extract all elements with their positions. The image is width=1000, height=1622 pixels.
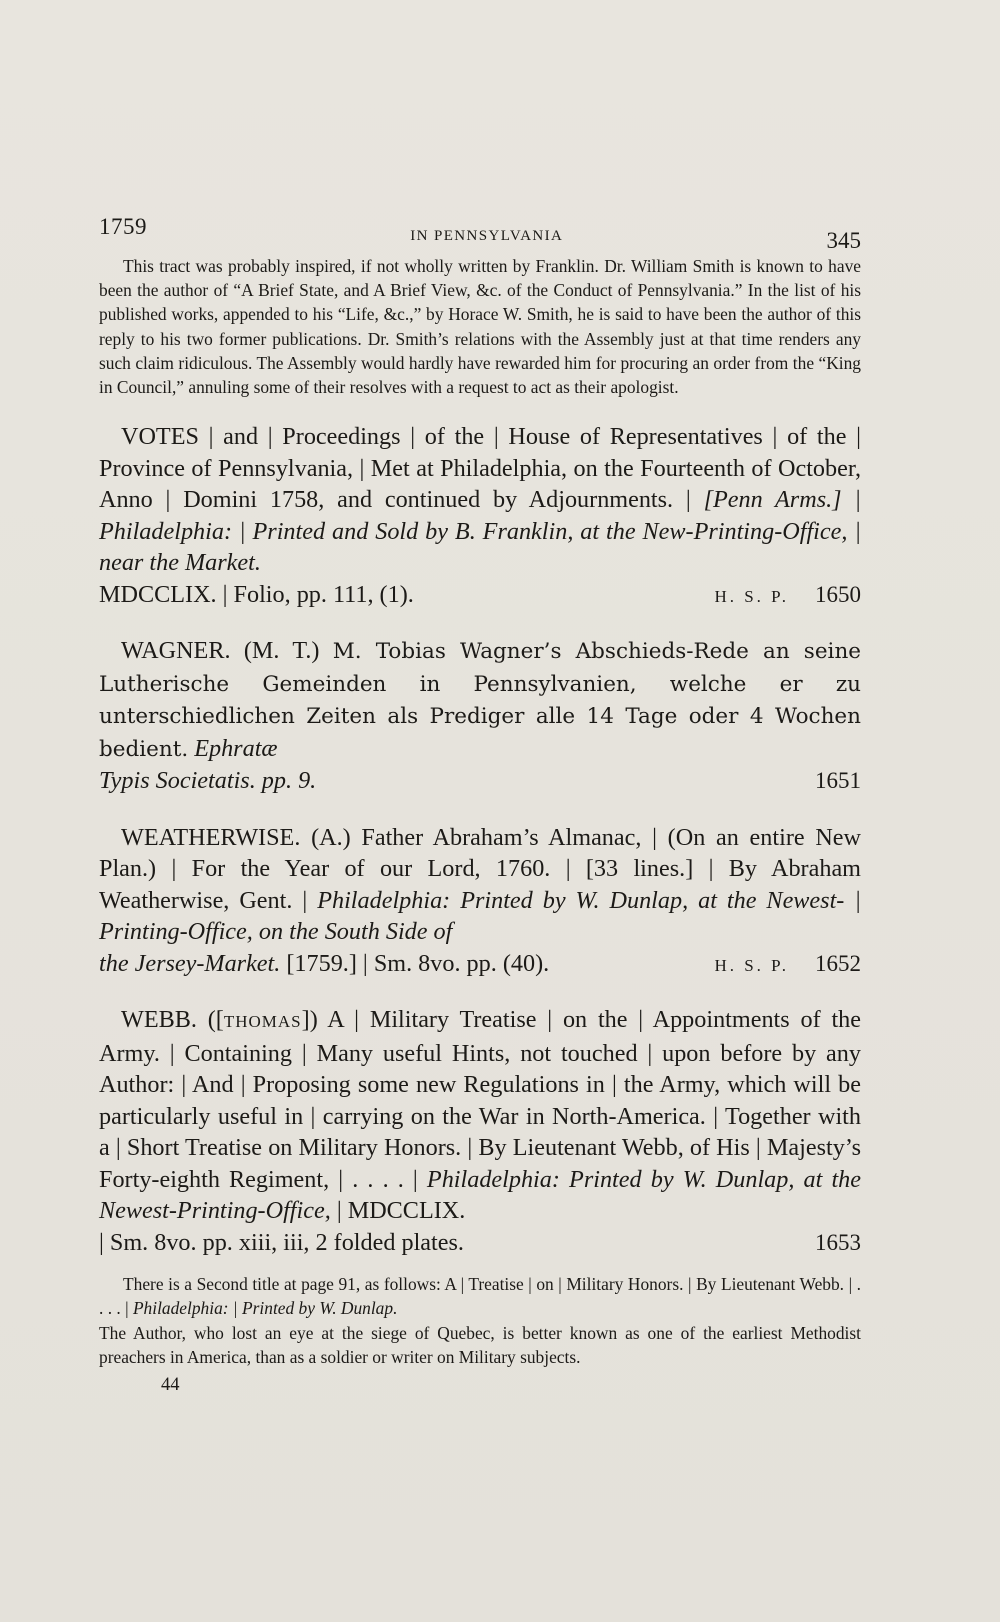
entry-text: VOTES | and | Proceedings | of the | House of Representatives | of the | Province of Pennsylvania, | Met at Philadelphia, on the Fourteenth of October, Anno | Domini 1758, and continued by Adjournments. | [Penn Arms.] | Philadelphia: | Printed and Sold by B. Franklin, at the New-Printing-Office, | near the Market.	[99, 423, 862, 577]
entry-number: 1650	[815, 581, 861, 607]
page-number: 345	[826, 228, 861, 253]
library-location: H. S. P.	[714, 586, 789, 606]
entry-footer-line: Typis Societatis. pp. 9. 1651	[99, 767, 861, 795]
entry-footer-line: MDCCLIX. | Folio, pp. 111, (1). H. S. P. 1650	[99, 580, 861, 608]
entry-number: 1653	[815, 1229, 861, 1255]
entry-footer-line: | Sm. 8vo. pp. xiii, iii, 2 folded plates. 1653	[99, 1228, 861, 1256]
running-head-title: IN PENNSYLVANIA	[410, 228, 564, 244]
entry-text: WEBB. ([THOMAS]) A | Military Treatise | on the | Appointments of the Army. | Containing | Many useful Hints, not touched | upon before by any Author: | And | Proposing some new Regulations in | the Army, which will be particularly useful in | carrying on the War in North-America. | Together with a | Short Treatise on Military Honors. | By Lieutenant Webb, of His | Majesty’s Forty-eighth Regiment, | . . . . | Philadelphia: Printed by W. Dunlap, at the Newest-Printing-Office, | MDCCLIX.	[99, 1006, 862, 1225]
library-location: H. S. P.	[714, 955, 789, 975]
entry-number: 1652	[815, 950, 861, 976]
bibliography-entry	[99, 421, 861, 610]
page-content	[99, 214, 861, 1396]
entry-footer-line: the Jersey-Market. [1759.] | Sm. 8vo. pp. (40). H. S. P. 1652	[99, 949, 861, 977]
entry-note: There is a Second title at page 91, as follows: A | Treatise | on | Military Honors. | By Lieutenant Webb. | . . . . | Philadelphia: | Printed by W. Dunlap.	[99, 1274, 861, 1319]
bibliography-entry	[99, 822, 861, 980]
signature-mark: 44	[161, 1375, 180, 1396]
running-head	[99, 214, 861, 254]
bibliography-entry	[99, 1004, 861, 1258]
bibliography-entry	[99, 635, 861, 797]
entry-text: WAGNER. (M. T.) M. Tobias Wagner’s Abschieds-Rede an seine Lutherische Gemeinden in Pennsylvanien, welche er zu unterschiedlichen Zeiten als Prediger alle 14 Tage oder 4 Wochen bedient. Ephratæ	[99, 637, 862, 762]
entry-note-continued: The Author, who lost an eye at the siege of Quebec, is better known as one of the earliest Methodist preachers in America, than as a soldier or writer on Military subjects.	[99, 1322, 861, 1368]
entry-number: 1651	[815, 768, 861, 794]
entry-text: WEATHERWISE. (A.) Father Abraham’s Almanac, | (On an entire New Plan.) | For the Year of our Lord, 1760. | [33 lines.] | By Abraham Weatherwise, Gent. | Philadelphia: Printed by W. Dunlap, at the Newest- | Printing-Office, on the South Side of	[99, 823, 861, 946]
preceding-entry-note: This tract was probably inspired, if not wholly written by Franklin. Dr. William Smith is known to have been the author of “A Brief State, and A Brief View, &c. of the Conduct of Pennsylvania.” In the list of his published works, appended to his “Life, &c.,” by Horace W. Smith, he is said to have been the author of this reply to his two former publications. Dr. Smith’s relations with the Assembly just at that time renders any such claim ridiculous. The Assembly would hardly have rewarded him for procuring an order from the “King in Council,” annuling some of their resolves with a request to act as their apologist.	[99, 256, 861, 398]
running-head-year: 1759	[99, 214, 147, 239]
